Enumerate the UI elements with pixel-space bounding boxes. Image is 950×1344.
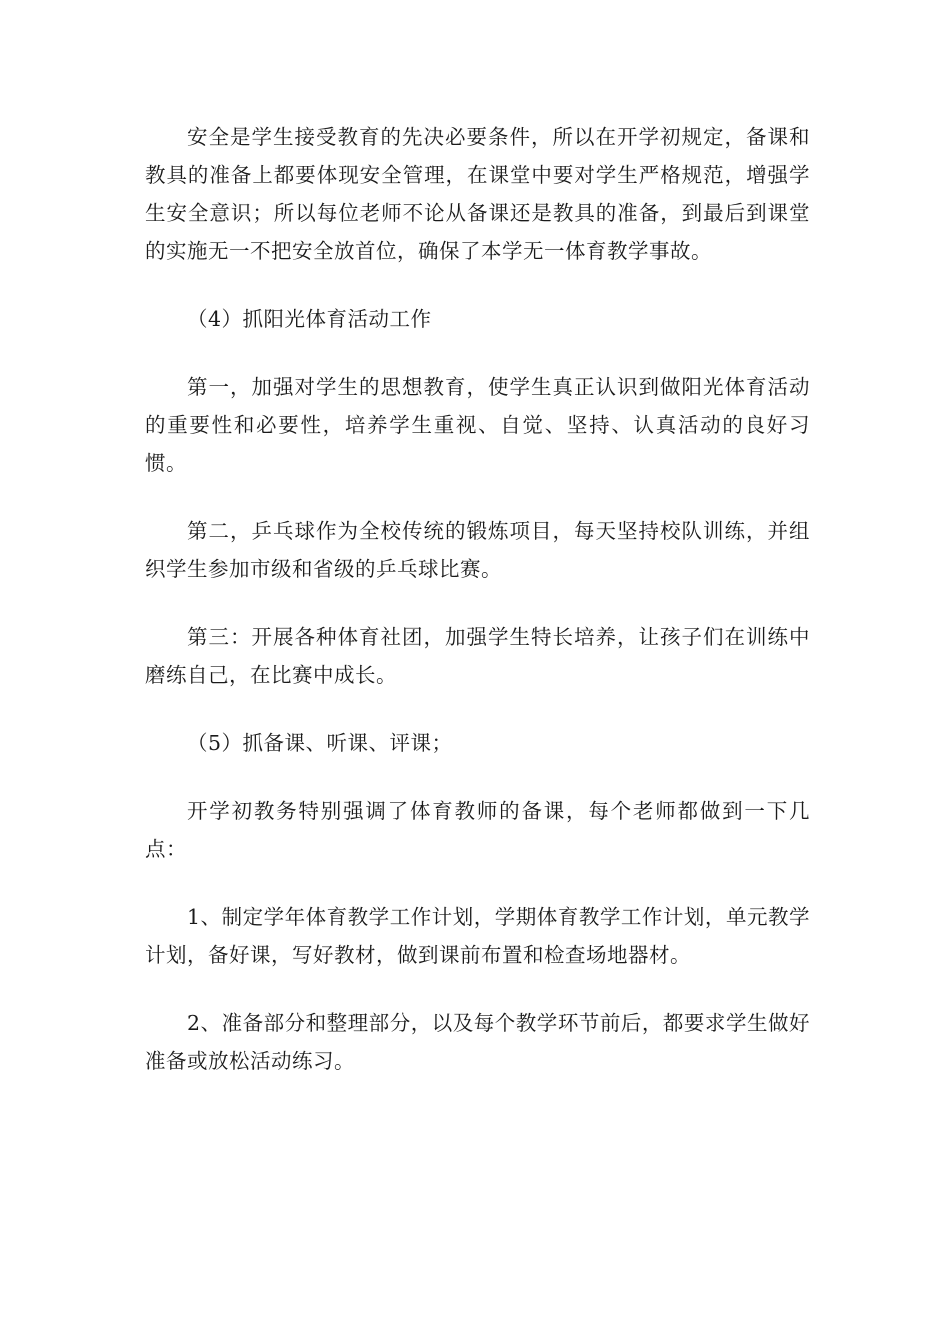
list-item-1: 1、制定学年体育教学工作计划，学期体育教学工作计划，单元教学计划，备好课，写好教材，做到课前布置和检查场地器材。 bbox=[145, 905, 810, 967]
section-heading-sunshine-sports: （4）抓阳光体育活动工作 bbox=[187, 307, 432, 331]
paragraph-third: 第三：开展各种体育社团，加强学生特长培养，让孩子们在训练中磨练自己，在比赛中成长。 bbox=[145, 625, 810, 687]
document-body bbox=[145, 118, 810, 1080]
paragraph-second: 第二，乒乓球作为全校传统的锻炼项目，每天坚持校队训练，并组织学生参加市级和省级的乒乓球比赛。 bbox=[145, 519, 810, 581]
section-heading-lesson-prep: （5）抓备课、听课、评课； bbox=[187, 731, 453, 755]
paragraph-safety: 安全是学生接受教育的先决必要条件，所以在开学初规定，备课和教具的准备上都要体现安全管理，在课堂中要对学生严格规范，增强学生安全意识；所以每位老师不论从备课还是教具的准备，到最后到课堂的实施无一不把安全放首位，确保了本学无一体育教学事故。 bbox=[145, 125, 810, 263]
list-item-2: 2、准备部分和整理部分，以及每个教学环节前后，都要求学生做好准备或放松活动练习。 bbox=[145, 1011, 810, 1073]
paragraph-first: 第一，加强对学生的思想教育，使学生真正认识到做阳光体育活动的重要性和必要性，培养学生重视、自觉、坚持、认真活动的良好习惯。 bbox=[145, 375, 810, 475]
paragraph-lesson-prep-intro: 开学初教务特别强调了体育教师的备课，每个老师都做到一下几点： bbox=[145, 799, 810, 861]
